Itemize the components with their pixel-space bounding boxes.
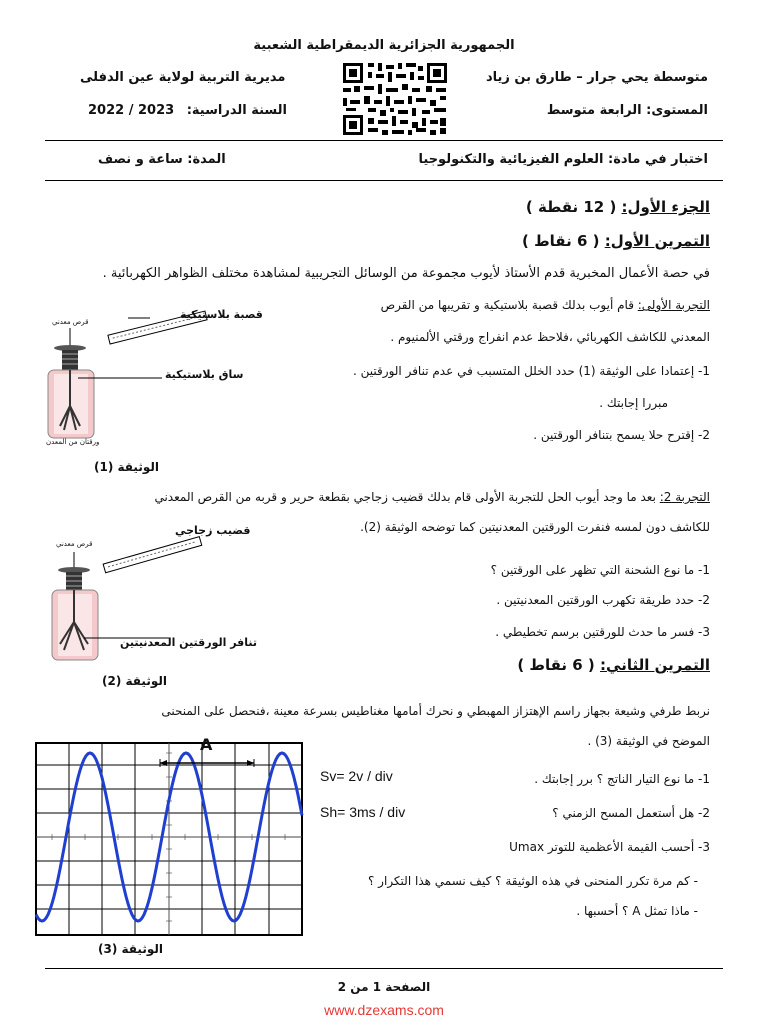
exp2-line2: للكاشف دون لمسه فنفرت الورقتين المعدنيتين كما توضحه الوثيقة (2).: [360, 520, 710, 534]
level-label: المستوى: الرابعة متوسط: [546, 103, 708, 118]
page-number: الصفحة 1 من 2: [337, 980, 431, 994]
ex2-question-3: 3- أحسب القيمة الأعظمية للتوتر Umax: [509, 840, 710, 854]
exp2-label: التجربة 2:: [659, 490, 710, 504]
doc1-label-rod: قصبة بلاستيكية: [180, 308, 263, 321]
doc2-label-rod: قضيب زجاجي: [175, 524, 251, 537]
doc2-label-disc: قرص معدني: [56, 540, 93, 548]
ex2-question-3a: - كم مرة تكرر المنحنى في هذه الوثيقة ؟ كيف نسمي هذا التكرار ؟: [368, 874, 698, 888]
ex1-question-1: 1- إعتمادا على الوثيقة (1) حدد الخلل المتسبب في عدم تنافر الورقتين .: [353, 364, 710, 378]
doc1-caption: الوثيقة (1): [94, 460, 159, 474]
ex1-title: التمرين الأول:: [604, 232, 710, 250]
exp2-text1: بعد ما وجد أيوب الحل للتجربة الأولى قام بدلك قضيب زجاجي بقطعة حرير و قربه من القرص المعدني: [154, 490, 660, 504]
directorate-name: مديرية التربية لولاية عين الدفلى: [80, 70, 286, 85]
doc1-label-leaves: ورقتان من المعدن: [46, 438, 100, 446]
doc2-label-repel: تنافر الورقتين المعدنيتين: [120, 636, 258, 649]
ex2-question-3b: - ماذا تمثل A ؟ أحسبها .: [576, 904, 698, 918]
ex2-question-2: 2- هل أستعمل المسح الزمني ؟: [552, 806, 710, 820]
ex2-heading: [517, 656, 710, 674]
doc1-label-stem: ساق بلاستيكية: [165, 368, 244, 381]
doc2-caption: الوثيقة (2): [102, 674, 167, 688]
exp2-line1: [40, 490, 710, 504]
part1-points: ( 12 نقطة ): [525, 198, 617, 216]
school-year-label: السنة الدراسية:: [186, 103, 287, 118]
school-year: [88, 103, 287, 118]
ex1-question-5: 3- فسر ما حدث للورقتين برسم تخطيطي .: [495, 625, 710, 639]
duration-label: المدة: ساعة و نصف: [98, 152, 226, 167]
exp1-label: التجربة الأولى:: [637, 298, 710, 312]
ex1-points: ( 6 نقاط ): [522, 232, 600, 250]
ex1-heading: [522, 232, 710, 250]
header-divider: [45, 140, 723, 141]
republic-title: الجمهورية الجزائرية الديمقراطية الشعبية: [253, 38, 515, 53]
exp1-text1: قام أيوب بدلك قصبة بلاستيكية و تقريبها من القرص: [380, 298, 638, 312]
horizontal-sensitivity: Sh= 3ms / div: [320, 804, 406, 820]
subject-divider: [45, 180, 723, 181]
qr-code-icon: [340, 60, 450, 138]
ex2-points: ( 6 نقاط ): [517, 656, 595, 674]
ex1-question-1b: مبررا إجابتك .: [599, 396, 668, 410]
subject-title: اختبار في مادة: العلوم الفيزيائية والتكنولوجيا: [418, 152, 708, 167]
doc3-caption: الوثيقة (3): [98, 942, 163, 956]
period-marker-label: A: [200, 735, 213, 754]
ex1-question-3: 1- ما نوع الشحنة التي تظهر على الورقتين ؟: [490, 563, 710, 577]
ex2-intro-1: نربط طرفي وشيعة بجهاز راسم الإهتزاز المهبطي و نحرك أمامها مغناطيس بسرعة معينة ،فنحصل على المنحنى: [161, 704, 710, 718]
ex2-question-1: 1- ما نوع التيار الناتج ؟ برر إجابتك .: [534, 772, 710, 786]
oscilloscope-screen: [30, 737, 310, 942]
ex2-title: التمرين الثاني:: [600, 656, 710, 674]
doc1-label-disc: قرص معدني: [52, 318, 89, 326]
ex1-intro: في حصة الأعمال المخبرية قدم الأستاذ لأيوب مجموعة من الوسائل التجريبية لمشاهدة مختلف الظواهر الكهربائية .: [102, 266, 710, 281]
vertical-sensitivity: Sv= 2v / div: [320, 768, 393, 784]
exp1-line2: المعدني للكاشف الكهربائي ،فلاحظ عدم انفراج ورقتي الألمنيوم .: [390, 330, 710, 344]
part1-title: الجزء الأول:: [621, 198, 710, 216]
exp1-line1: [330, 298, 710, 312]
footer-divider: [45, 968, 723, 969]
part1-heading: [526, 198, 710, 216]
ex1-question-2: 2- إقترح حلا يسمح بتنافر الورقتين .: [533, 428, 710, 442]
ex1-question-4: 2- حدد طريقة تكهرب الورقتين المعدنيتين .: [496, 593, 710, 607]
watermark-link[interactable]: www.dzexams.com: [324, 1002, 444, 1018]
ex2-intro-2: الموضح في الوثيقة (3) .: [587, 734, 710, 748]
school-year-value: 2023 / 2022: [88, 103, 175, 118]
school-name: متوسطة يحي جرار – طارق بن زياد: [485, 70, 708, 85]
